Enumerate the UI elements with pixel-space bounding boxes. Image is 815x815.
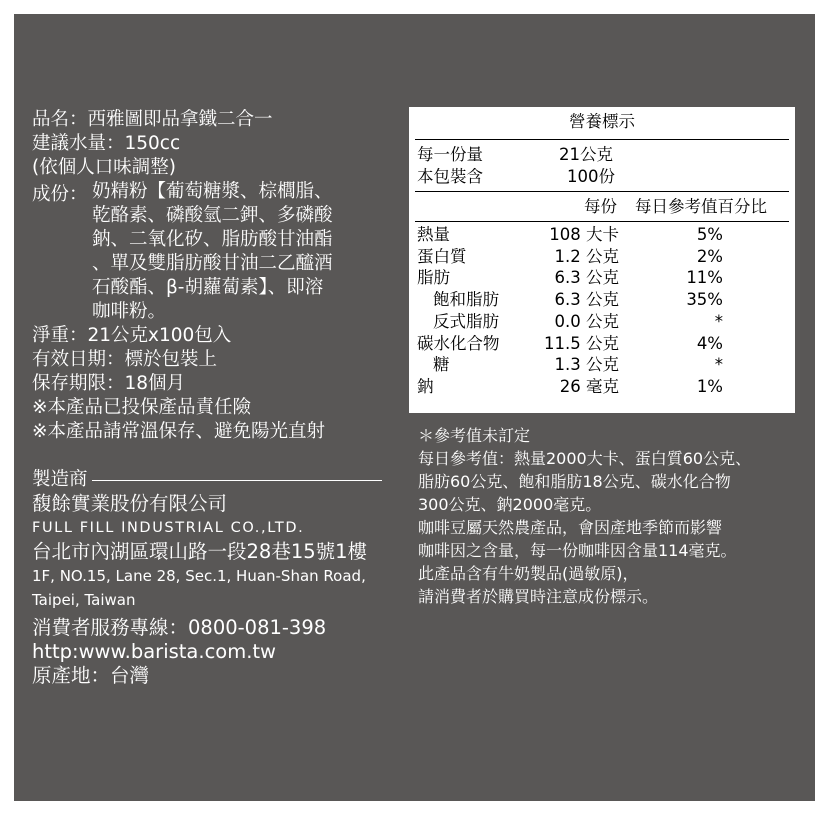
divider — [415, 221, 789, 222]
note-line: 咖啡豆屬天然農產品，會因產地季節而影響 — [418, 518, 723, 537]
ingredients-line: 咖啡粉。 — [92, 301, 167, 322]
nutrient-daily-value: 35% — [686, 290, 723, 310]
nutrient-name: 鈉 — [417, 376, 434, 396]
manufacturer-name: 馥餘實業股份有限公司 — [32, 492, 228, 515]
nutrient-name: 蛋白質 — [417, 246, 467, 266]
note-line: 請消費者於購買時注意成份標示。 — [418, 587, 659, 606]
manufacturer-name-en: FULL FILL INDUSTRIAL CO.,LTD. — [32, 520, 305, 536]
ingredients-line: 奶精粉【葡萄糖漿、棕櫚脂、 — [92, 181, 333, 202]
net-weight: 淨重：21公克x100包入 — [32, 325, 232, 346]
note-line: ＊參考值未訂定 — [418, 426, 531, 445]
nutrient-daily-value: 11% — [686, 268, 723, 288]
nutrition-title: 營養標示 — [569, 112, 635, 131]
servings-value: 100份 — [567, 167, 615, 186]
manufacturer-heading — [32, 468, 402, 492]
nutrient-amount: 108 大卡 — [549, 225, 619, 244]
ingredients-line: 、單及雙脂肪酸甘油二乙醯酒 — [92, 253, 333, 274]
nutrient-daily-value: 4% — [696, 333, 723, 353]
ingredients-line: 乾酪素、磷酸氫二鉀、多磷酸 — [92, 205, 333, 226]
nutrient-name: 糖 — [433, 355, 450, 375]
serving-label: 每一份量 — [417, 145, 483, 164]
nutrient-amount: 6.3 公克 — [554, 290, 619, 310]
nutrient-amount: 11.5 公克 — [544, 333, 619, 353]
col-per-serving: 每份 — [584, 197, 617, 216]
serving-value: 21公克 — [559, 145, 613, 164]
water-note: (依個人口味調整) — [32, 157, 176, 178]
nutrient-name: 反式脂肪 — [433, 311, 499, 331]
servings-label: 本包裝含 — [417, 167, 483, 186]
manufacturer-address-en: 1F, NO.15, Lane 28, Sec.1, Huan-Shan Road, — [32, 567, 366, 585]
notes — [418, 424, 813, 608]
manufacturer-label: 製造商 — [32, 469, 88, 490]
nutrient-name: 飽和脂肪 — [433, 290, 499, 310]
note-line: 300公克、鈉2000毫克。 — [418, 495, 602, 514]
origin: 原產地：台灣 — [32, 664, 150, 687]
insurance-note: ※本產品已投保產品責任險 — [32, 397, 252, 418]
nutrient-amount: 0.0 公克 — [554, 311, 619, 331]
manufacturer-address-en: Taipei, Taiwan — [32, 591, 136, 609]
col-daily-value: 每日參考值百分比 — [635, 197, 767, 216]
shelf-life: 保存期限：18個月 — [32, 373, 186, 394]
ingredients — [32, 180, 402, 324]
note-line: 此產品含有牛奶製品(過敏原)， — [418, 564, 639, 583]
nutrition-table — [409, 107, 795, 413]
ingredients-line: 石酸酯、β-胡蘿蔔素】、即溶 — [92, 277, 324, 298]
storage-note: ※本產品請常溫保存、避免陽光直射 — [32, 421, 326, 442]
expiry-date: 有效日期：標於包裝上 — [32, 349, 218, 370]
divider — [415, 139, 789, 140]
ingredients-line: 鈉、二氧化矽、脂肪酸甘油酯 — [92, 229, 333, 250]
nutrient-amount: 26 毫克 — [559, 376, 619, 396]
nutrient-daily-value: 1% — [696, 376, 723, 396]
divider — [415, 191, 789, 192]
note-line: 咖啡因之含量，每一份咖啡因含量114毫克。 — [418, 541, 737, 560]
nutrient-daily-value: * — [714, 355, 723, 375]
service-hotline: 消費者服務專線：0800-081-398 — [32, 616, 327, 639]
website: http:www.barista.com.tw — [32, 640, 277, 663]
divider — [92, 480, 382, 481]
manufacturer-address: 台北市內湖區環山路一段28巷15號1樓 — [32, 540, 368, 563]
nutrient-daily-value: * — [714, 311, 723, 331]
nutrient-daily-value: 2% — [696, 246, 723, 266]
nutrient-name: 碳水化合物 — [417, 333, 500, 353]
product-info — [32, 108, 402, 688]
note-line: 每日參考值：熱量2000大卡、蛋白質60公克、 — [418, 449, 752, 468]
nutrient-daily-value: 5% — [696, 225, 723, 244]
note-line: 脂肪60公克、飽和脂肪18公克、碳水化合物 — [418, 472, 731, 491]
nutrient-name: 脂肪 — [417, 268, 450, 288]
nutrient-amount: 1.2 公克 — [554, 246, 619, 266]
nutrient-amount: 6.3 公克 — [554, 268, 619, 288]
ingredients-label: 成份： — [32, 184, 88, 205]
nutrient-amount: 1.3 公克 — [554, 355, 619, 375]
nutrient-name: 熱量 — [417, 225, 450, 244]
water-amount: 建議水量：150cc — [32, 133, 181, 154]
product-name: 品名：西雅圖即品拿鐵二合一 — [32, 109, 273, 130]
